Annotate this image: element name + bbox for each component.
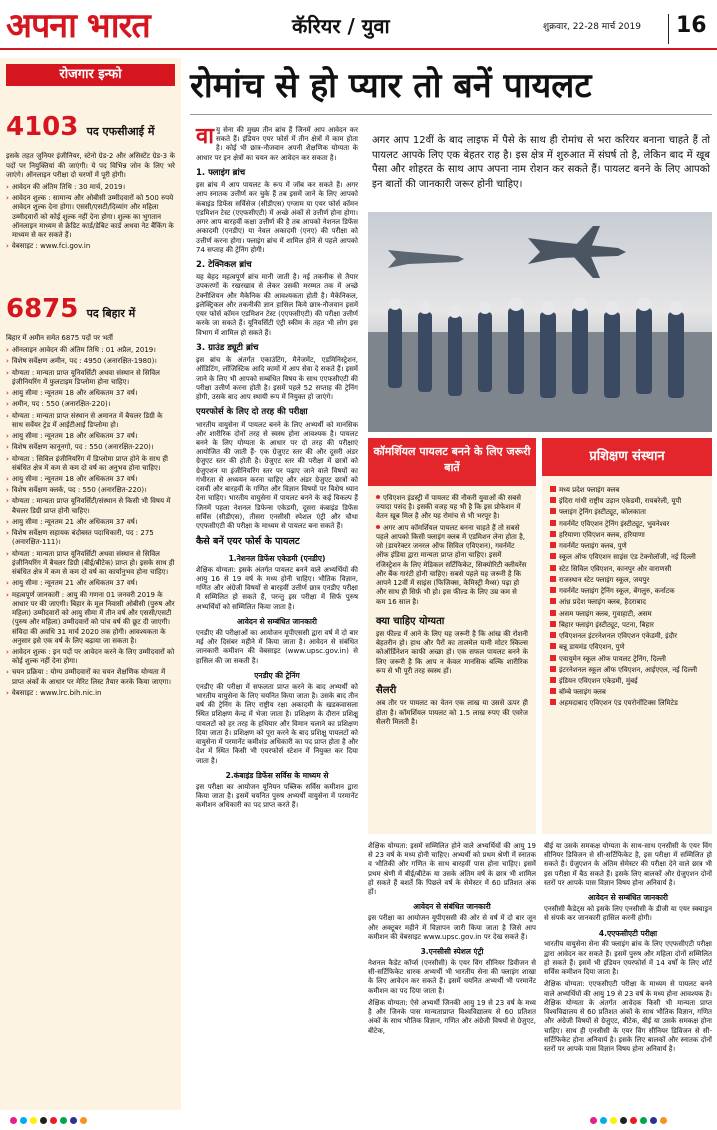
bihar-suffix: पद बिहार में xyxy=(86,306,136,320)
subheading: 3.एनसीसी स्पेशल एंट्री xyxy=(420,947,484,956)
article-intro: अगर आप 12वीं के बाद लाइफ में पैसे के साथ ही रोमांच से भरा करियर बनाना चाहते हैं तो पायलट आपके लिए एक बेहतर राह है। इस क्षेत्र में शुरुआत में संघर्ष तो है, लेकिन बाद में खूब पैसा और शोहरत के साथ आप अपना नाम रोशन कर सकते हैं। पायलट बनने के लिए आपको इन बातों की जानकारी जरूर होनी चाहिए। xyxy=(372,135,710,190)
headline: रोमांच से हो प्यार तो बनें पायलट xyxy=(190,66,592,106)
institute-item: स्कूल ऑफ एविएशन साइंस एंड टेक्नोलॉजी, नई दिल्ली xyxy=(550,553,704,562)
registration-dot xyxy=(630,1117,637,1124)
paragraph: भारतीय वायुसेना सेना की फ्लाइंग ब्रांच के लिए एएफसीएटी परीक्षा द्वारा आवेदन कर सकते हैं। इसमें पुरुष और महिला दोनों सम्मिलित हो सकते हैं। इसमें भी इंडियन एयरफोर्स में 14 वर्षों के लिए शॉर्ट सर्विस कमीशन दिया जाता है। xyxy=(544,940,712,977)
institute-item: इंटरनेशनल स्कूल ऑफ एविएशन, आईएएल, नई दिल्ली xyxy=(550,666,704,675)
bihar-item: › योग्यता : मान्यता प्राप्त यूनिवर्सिटी अथवा संस्थान से सिविल इंजीनियरिंग में फुलटाइम डिप्लोमा होना चाहिए। xyxy=(6,369,175,387)
salary-text: अब तौर पर पायलट का वेतन एक लाख या उससे ऊपर ही होता है। कॉमर्शियल पायलट को 1.5 लाख रुपए की एवरेज सैलरी मिलती है। xyxy=(376,699,528,726)
bihar-item: › ऑनलाइन आवेदन की अंतिम तिथि : 01 अप्रैल, 2019। xyxy=(6,346,175,355)
bihar-item: › योग्यता : मान्यता प्राप्त यूनिवर्सिटी अथवा संस्थान से सिविल इंजीनियरिंग में बैचलर डिग्री (बीई/बीटेक) प्राप्त हो। इसके साथ ही संबंधित क्षेत्र में कम से कम दो वर्ष का कार्यानुभव होना चाहिए। xyxy=(6,550,175,578)
paragraph: एनडीए की परीक्षाओं का आयोजन यूपीएससी द्वारा वर्ष में दो बार मई और दिसंबर महीने में किया जाता है। आवेदन से संबंधित जानकारी कमीशन की वेबसाइट (www.upsc.gov.in) से हासिल की जा सकती है। xyxy=(196,628,358,665)
bihar-item: › विशेष सर्वेक्षण अमीन, पद : 4950 (अनारक्षित-1980)। xyxy=(6,357,175,366)
bihar-item: › महत्वपूर्ण जानकारी : आयु की गणना 01 जनवरी 2019 के आधार पर की जाएगी। बिहार के मूल निवासी ओबीसी (पुरुष और महिला) उम्मीदवारों को आयु सीमा में तीन वर्ष और एससी/एसटी (पुरुष और महिला) उम्मीदवारों को पांच वर्ष की छूट दी जाएगी। संविदा की अवधि 31 मार्च 2020 तक होगी। आवश्यकता के अनुसार इसे एक वर्ष के लिए बढ़ाया जा सकता है। xyxy=(6,591,175,646)
paragraph: शैक्षिक योग्यता: ऐसे अभ्यर्थी जिनकी आयु 19 से 23 वर्ष के मध्य है और जिनके पास मान्यताप्राप्त विश्वविद्यालय से 60 प्रतिशत अंकों के साथ भौतिक विज्ञान, गणित और अंग्रेजी विषयों से ग्रेजुएट, बीटेक, xyxy=(368,998,536,1035)
paragraph: इस परीक्षा का आयोजन यूपीएससी की ओर से वर्ष में दो बार जून और अक्टूबर महीने में विज्ञापन जारी किया जाता है जिसे आप कमीशन की वेबसाइट www.upsc.gov.in पर देख सकते हैं। xyxy=(368,914,536,941)
paragraph: शैक्षिक योग्यता: इसके अंतर्गत पायलट बनने वाले अभ्यर्थियों की आयु 16 से 19 वर्ष के मध्य होनी चाहिए। भौतिक विज्ञान, गणित और अंग्रेजी विषयों से बारहवीं उत्तीर्ण छात्र एनडीए परीक्षा में सम्मिलित हो सकते हैं, परन्तु इस परीक्षा में सिर्फ पुरुष अभ्यर्थियों को सम्मिलित किया जाता है। xyxy=(196,565,358,611)
fci-intro: इसके तहत जुनियर इंजीनियर, स्टेनो ग्रेड-2 और असिस्टेंट ग्रेड-3 के पदों पर नियुक्तियां की जाएंगी। ये पद विभिन्न जोन के लिए भरे जाएंगे। ऑनलाइन परीक्षा दो चरणों में पूरी होगी। xyxy=(6,152,175,179)
brand-logo: अपना भारत xyxy=(6,6,150,46)
paragraph: इस परीक्षा का आयोजन यूनियन पब्लिक सर्विस कमीशन द्वारा किया जाता है। इसमें चयनित पुरुष अभ्यर्थी वायुसेना में परमानेंट कमीशन अधिकारी का पद प्राप्त करते हैं। xyxy=(196,782,358,810)
bihar-item: › योग्यता : मान्यता प्राप्त यूनिवर्सिटी/संस्थान से किसी भी विषय में बैचलर डिग्री प्राप्त होनी चाहिए। xyxy=(6,497,175,515)
paragraph: भारतीय वायुसेना में पायलट बनने के लिए अभ्यर्थी को मानसिक और शारीरिक दोनों तरह से स्वस्थ होना आवश्यक है। पायलट बनने के लिए योग्यता के आधार पर दो तरह की परीक्षाएं आयोजित की जाती हैं- एक ग्रेजुएट स्तर की और दूसरी अंडर ग्रेजुएट स्तर की होती है। ग्रेजुएट स्तर की परीक्षा में छात्रों को ग्रेजुएशन या इंजीनियरिंग स्तर पर पढ़ाए जाने वाले विषयों का गंभीरता से अध्ययन करना चाहिए और अंडर ग्रेजुएट छात्रों को दसवीं और बारहवीं के गणित और विज्ञान विषयों पर विशेष ध्यान देना चाहिए। भारतीय वायुसेना में पायलट बनने के कई विकल्प हैं जिनमें पहला नेशनल डिफेन्स एकेडमी, दूसरा कंबाइंड डिफेंस सर्विस (सीडीएस), तीसरा एनसीसी स्पेशल एंट्री और चौथा एएफसीएटी की परीक्षा के माध्यम से पायलट बना सकते हैं। xyxy=(196,420,358,531)
registration-dot xyxy=(50,1117,57,1124)
bihar-number: 6875 xyxy=(6,293,79,324)
subheading: 1. फ्लाइंग ब्रांच xyxy=(196,167,246,178)
subheading: आवेदन से सम्बंधित जानकारी xyxy=(237,616,317,626)
bihar-intro: बिहार में अमीन समेत 6875 पदों पर भर्ती xyxy=(6,333,113,342)
subheading: 1.नेशनल डिफेंस एकेडमी (एनडीए) xyxy=(228,553,326,563)
institute-item: एवायुमेन स्कूल ऑफ पायलट ट्रेनिंग, दिल्ली xyxy=(550,655,704,664)
subheading: 2. टेक्निकल ब्रांच xyxy=(196,260,252,271)
paragraph: बीई या उसके समकक्ष योग्यता के साथ-साथ एनसीसी के एयर विंग सीनियर डिविजन से सी-सर्टिफिकेट है, इस परीक्षा में सम्मिलित हो सकते हैं। ग्रेजुएशन के अंतिम सेमेस्टर की परीक्षा देने वाले छात्र भी इस परीक्षा में बैठ सकते हैं। इसके लिए बालकों और ग्रेजुएशन दोनों स्तरों पर आपके पास विज्ञान विषय होना अनिवार्य है। xyxy=(544,842,712,887)
registration-dot xyxy=(640,1117,647,1124)
salary-heading: सैलरी xyxy=(376,685,397,697)
registration-dot xyxy=(660,1117,667,1124)
subheading: एनडीए की ट्रेनिंग xyxy=(254,670,300,680)
bihar-item: › चयन प्रक्रिया : योग्य उम्मीदवारों का चयन शैक्षणिक योग्यता में प्राप्त अंकों के आधार पर मेरिट लिस्ट तैयार करके किया जाएगा। xyxy=(6,668,175,686)
paragraph: शैक्षिक योग्यता: इसमें सम्मिलित होने वाले अभ्यर्थियों की आयु 19 से 23 वर्ष के मध्य होनी चाहिए। अभ्यर्थी को प्रथम श्रेणी में स्नातक व भौतिकी और गणित के साथ बारहवीं पास होना चाहिए। इसमें प्रथम श्रेणी में बीई/बीटेक या उसके अंतिम वर्ष के छात्र भी शामिल हो सकते हैं बशर्ते कि पिछले वर्ष के सेमेस्टर में 60 प्रतिशत अंक हों। xyxy=(368,842,536,897)
fci-block xyxy=(0,86,181,252)
registration-dot xyxy=(620,1117,627,1124)
subheading: 3. ग्राउंड ड्यूटी ब्रांच xyxy=(196,342,259,353)
institute-item: हरियाणा एविएशन क्लब, हरियाणा xyxy=(550,531,704,540)
registration-dot xyxy=(600,1117,607,1124)
institute-item: बन्नू डायमंड एविएशन, पुणे xyxy=(550,643,704,652)
institute-item: मध्य प्रदेश फ्लाइंग क्लब xyxy=(550,486,704,495)
registration-dot xyxy=(650,1117,657,1124)
institute-item: इंदिरा गांधी राष्ट्रीय उड़ान एकेडमी, रायबरेली, यूपी xyxy=(550,497,704,506)
article-column-1 xyxy=(196,126,358,813)
bihar-item: › विशेष सर्वेक्षण क्लर्क, पद : 550 (अनारक्षित-220)। xyxy=(6,486,175,495)
institute-item: राजस्थान स्टेट फ्लाइंग स्कूल, जयपुर xyxy=(550,576,704,585)
fci-suffix: पद एफसीआई में xyxy=(86,125,155,138)
registration-dot xyxy=(610,1117,617,1124)
registration-dot xyxy=(70,1117,77,1124)
issue-date: शुक्रवार, 22-28 मार्च 2019 xyxy=(543,22,641,32)
registration-dot xyxy=(20,1117,27,1124)
print-registration-strip xyxy=(0,1113,717,1130)
institute-item: असम फ्लाइंग क्लब, गुवाहाटी, असम xyxy=(550,610,704,619)
commercial-title: कॉमर्शियल पायलट बनने के लिए जरूरी बातें xyxy=(368,438,536,486)
registration-dot xyxy=(30,1117,37,1124)
commercial-bullet: अगर आप कॉमर्शियल पायलट बनना चाहते हैं तो सबसे पहले आपको किसी फ्लाइंग क्लब में एडमिशन लेना होता है, जो (डायरेक्टर जनरल ऑफ सिविल एविएशन), गवर्नमेंट ऑफ इंडिया द्वारा मान्यता प्राप्त होना चाहिए। इसमें रजिस्ट्रेशन के लिए मेडिकल सर्टिफिकेट, सिक्योरिटी क्लीयरेंस और बैंक गारंटी होनी चाहिए। सबसे पहले यह जरूरी है कि आपने 12वीं में साइंस (फिजिक्स, केमिस्ट्री मैथ्स) पढ़ा हो और साथ ही सिर्फ़ भी हो। इस फील्ड के लिए उम्र कम से कम 16 साल है। xyxy=(376,523,527,606)
bihar-item: › विशेष सर्वेक्षण कानूनगो, पद : 550 (अनारक्षित-220)। xyxy=(6,443,175,452)
training-title: प्रशिक्षण संस्थान xyxy=(542,438,712,476)
institute-item: आंध्र प्रदेश फ्लाइंग क्लब, हैदराबाद xyxy=(550,598,704,607)
institute-item: फ्लाइंग ट्रेनिंग इंस्टीट्यूट, कोलकाता xyxy=(550,508,704,517)
section-title: कॅरियर / युवा xyxy=(292,14,390,38)
bihar-item: › आवेदन शुल्क : इन पदों पर आवेदन करने के लिए उम्मीदवारों को कोई शुल्क नहीं देना होगा। xyxy=(6,648,175,666)
subheading: कैसे बनें एयर फोर्स के पायलट xyxy=(196,536,300,548)
airforce-parade-photo xyxy=(368,212,712,432)
article-column-2 xyxy=(368,842,536,1039)
paragraph: शैक्षिक योग्यता: एएफसीएटी परीक्षा के माध्यम से पायलट बनने वाले अभ्यर्थियों की आयु 19 से 23 वर्ष के मध्य होना आवश्यक है। शैक्षिक योग्यता के अंतर्गत आवेदक किसी भी मान्यता प्राप्त विश्वविद्यालय से 60 प्रतिशत अंकों के साथ भौतिक विज्ञान, गणित और अंग्रेजी विषयों से ग्रेजुएट, बीटेक, बीई या उसके समकक्ष होना चाहिए। साथ ही एनसीसी के एयर विंग सीनियर डिविजन से सी-सर्टिफिकेट होना अनिवार्य है। इसके लिए बालकों और स्नातक दोनों स्तरों पर आपके पास विज्ञान विषय होना अनिवार्य है। xyxy=(544,980,712,1053)
color-dots-left xyxy=(10,1117,90,1127)
fighter-jet xyxy=(528,226,626,278)
institute-item: गवर्नमेंट एविएशन ट्रेनिंग इंस्टीट्यूट, भुवनेश्वर xyxy=(550,520,704,529)
paragraph: इस ब्रांच में आप पायलट के रूप में जॉब कर सकते हैं। अगर आप स्नातक उत्तीर्ण कर चुके हैं तब इसमें जाने के लिए आपको कंबाइंड डिफेंस सर्विसेज (सीडीएस) एग्जाम या एयर फोर्स कॉमन एडमिशन टेस्ट (एएफसीएटी) में अच्छे अंकों से उत्तीर्ण होना होगा। अगर आप बारहवीं कक्षा उत्तीर्ण की है तब आपको नेशनल डिफेंस अकादमी (एनडीए) या नेवल अकादमी (एनए) की परीक्षा को उत्तीर्ण करना होगा। फ्लाइंग ब्रांच में शामिल होने से पहले आपको 74 सप्ताह की ट्रेनिंग होगी। xyxy=(196,181,358,254)
fci-website: › वेबसाइट : www.fci.gov.in xyxy=(6,242,175,251)
qualification-heading: क्या चाहिए योग्यता xyxy=(376,615,445,627)
subheading: एयरफोर्स के लिए दो तरह की परीक्षा xyxy=(196,407,308,418)
parade-illustration xyxy=(368,212,712,432)
subheading: आवेदन से संबंधित जानकारी xyxy=(413,902,491,912)
masthead xyxy=(0,0,717,52)
bihar-item: › आयु सीमा : न्यूनतम 21 और अधिकतम 37 वर्ष। xyxy=(6,579,175,588)
article-column-3 xyxy=(544,842,712,1057)
paragraph: यह बेहद महत्वपूर्ण ब्रांच मानी जाती है। नई तकनीक से तैयार उपकरणों के रखरखाव से लेकर उसकी मरम्मत तक में अच्छे टेक्नीशियन और मैकेनिक की आवश्यकता होती है। मैकेनिकल, इलेक्ट्रिकल और तकनीकी ज्ञान हासिल किये छात्र-नौजवान इसमें एयर फोर्स कॉमन एडमिशन टेस्ट (एएफसीएटी) की परीक्षा उत्तीर्ण करके जा सकते हैं। यूनिवर्सिटी एंट्री स्कीम के तहत भी लोग इस विभाग में शामिल हो सकते हैं। xyxy=(196,273,358,337)
registration-dot xyxy=(590,1117,597,1124)
registration-dot xyxy=(40,1117,47,1124)
institute-item: गवर्नमेंट फ्लाइंग क्लब, पुणे xyxy=(550,542,704,551)
jobs-sidebar xyxy=(0,58,181,1110)
page-number: 16 xyxy=(676,13,707,38)
fci-item: › आवेदन की अंतिम तिथि : 30 मार्च, 2019। xyxy=(6,183,175,192)
bihar-item: › आयु सीमा : न्यूनतम 18 और अधिकतम 37 वर्ष। xyxy=(6,475,175,484)
drop-cap: वा xyxy=(196,124,214,149)
institute-item: गवर्नमेंट फ्लाइंग ट्रेनिंग स्कूल, बेंगलुरु, कर्नाटक xyxy=(550,587,704,596)
commercial-bullet: एविएशन इंडस्ट्री में पायलट की नौकरी युवाओं की सबसे ज्यादा पसंद है। इसकी वजह यह भी है कि इस प्रोफेशन में वेतन खूब मिल है और यह रोमांच से भी भरपूर है। xyxy=(376,494,521,521)
institute-item: बॉम्बे फ्लाइंग क्लब xyxy=(550,688,704,697)
bihar-item: › योग्यता : मान्यता प्राप्त संस्थान से अमानत में बैचलर डिग्री के साथ सर्वेयर ट्रेड में आईटीआई डिप्लोमा हो। xyxy=(6,412,175,430)
bihar-item: › योग्यता : सिविल इंजीनियरिंग में डिप्लोमा प्राप्त होने के साथ ही संबंधित क्षेत्र में कम से कम दो वर्ष का अनुभव होना चाहिए। xyxy=(6,455,175,473)
paragraph: एनसीसी कैडेट्स को इसके लिए एनसीसी के डीजी या एयर स्क्वाड्रन से संपर्क कर जानकारी हासिल करनी होगी। xyxy=(544,905,712,923)
bihar-website: › वेबसाइट : www.lrc.bih.nic.in xyxy=(6,689,175,698)
institute-item: बिहार फ्लाइंग इंस्टीट्यूट, पटना, बिहार xyxy=(550,621,704,630)
commercial-pilot-box xyxy=(368,438,536,834)
institute-item: अहमदाबाद एविएशन एंड एयरोनॉटिक्स लिमिटेड xyxy=(550,699,704,708)
paragraph: नेशनल कैडेट कॉर्प्स (एनसीसी) के एयर विंग सीनियर डिवीजन से सी-सर्टिफिकेट धारक अभ्यर्थी भी भारतीय सेना की फ्लाइंग शाखा के लिए आवेदन कर सकते हैं। इसमें चयनित अभ्यर्थी भी परमानेंट कमीशन का पद दिया जाता है। xyxy=(368,958,536,995)
registration-dot xyxy=(80,1117,87,1124)
bihar-item: › आयु सीमा : न्यूनतम 18 और अधिकतम 37 वर्ष। xyxy=(6,432,175,441)
color-dots-right xyxy=(590,1117,670,1127)
institute-item: एविएशनल इंटरनेशनल एविएशन एकेडमी, इंदौर xyxy=(550,632,704,641)
sidebar-title: रोजगार इन्फो xyxy=(6,64,175,86)
bihar-item: › अमीन, पद : 550 (अनारक्षित-220)। xyxy=(6,400,175,409)
subheading: 4.एएफसीएटी परीक्षा xyxy=(598,928,658,938)
subheading: 2.कंबाइंड डिफेंस सर्विस के माध्यम से xyxy=(225,770,329,780)
article-lead: यु सेना की मुख्य तीन ब्रांच हैं जिनमें आप आवेदन कर सकते हैं। इंडियन एयर फोर्स में तीन क्षेत्रों में काम होता है। कोई भी छात्र-नौजवान अपनी शैक्षणिक योग्यता के आधार पर इन क्षेत्रों का चयन कर आवेदन कर सकता है। xyxy=(196,126,358,162)
bihar-item: › आयु सीमा : न्यूनतम 21 और अधिकतम 37 वर्ष। xyxy=(6,518,175,527)
bihar-block xyxy=(0,254,181,699)
paragraph: एनडीए की परीक्षा में सफलता प्राप्त करने के बाद अभ्यर्थी को भारतीय वायुसेना के लिए चयनित किया जाता है। उसके बाद तीन वर्ष की ट्रेनिंग के लिए राष्ट्रीय रक्षा अकादमी के खडकवासला स्थित प्रशिक्षण केन्द्र में भेजा जाता है। प्रशिक्षण के दौरान प्रशिक्षु पायलटों को हर तरह के हथियार और विमान चलाने का प्रशिक्षण दिया जाता है। प्रशिक्षण को पूरा करने के बाद प्रशिक्षु पायलटों को वायुसेना में परमानेंट कमीशंड अधिकारी का पद प्राप्त होता है और देश में स्थित किसी भी एयरफोर्स स्टेशन में नियुक्त कर दिया जाता है। xyxy=(196,682,358,765)
training-institutes-box xyxy=(542,438,712,834)
subheading: आवेदन से सम्बंधित जानकारी xyxy=(588,893,668,903)
institute-item: स्टेट सिविल एविएशन, कानपुर और वाराणसी xyxy=(550,565,704,574)
paragraph: इस ब्रांच के अंतर्गत एकाउंटिंग, मैनेजमेंट, एडमिनिस्ट्रेशन, ऑडिटिंग, लॉजिस्टिक आदि कामों में आप सेवा दे सकते हैं। इसमें जाने के लिए भी आपको सम्बंधित विषय के साथ एएफसीएटी की परीक्षा उत्तीर्ण करना होती है। इसमें पहले 52 सप्ताह की ट्रेनिंग होगी, उसके बाद आप स्थायी रूप में नियुक्त हो जाएंगे। xyxy=(196,356,358,402)
fci-number: 4103 xyxy=(6,112,79,142)
fci-item: › आवेदन शुल्क : सामान्य और ओबीसी उम्मीदवारों को 500 रुपये आवेदन शुल्क देना होगा। एससी/एसटी/दिव्यांग और महिला उम्मीदवारों को कोई शुल्क नहीं देना होगा। शुल्क का भुगतान ऑनलाइन माध्यम से क्रेडिट कार्ड/डेबिट कार्ड अथवा नेट बैंकिंग के माध्यम से कर सकते हैं। xyxy=(6,194,175,240)
registration-dot xyxy=(60,1117,67,1124)
bihar-item: › आयु सीमा : न्यूनतम 18 और अधिकतम 37 वर्ष। xyxy=(6,389,175,398)
institute-item: इंडियन एविएशन एकेडमी, मुंबई xyxy=(550,677,704,686)
fighter-jet-2 xyxy=(388,250,464,268)
qualification-text: इस फील्ड में आने के लिए यह जरूरी है कि आंख की रोशनी बेहतरीन हो। हाथ और पैरों का तालमेल यानी मोटर स्किल्स कोऑर्डिनेशन काफी अच्छा हो। एक सफल पायलट बनने के लिए जरूरी है कि आप न केवल मानसिक बल्कि शारीरिक रूप से भी पूरी तरह स्वस्थ हों। xyxy=(376,630,528,675)
bihar-item: › विशेष सर्वेक्षण सहायक बंदोबस्त पदाधिकारी, पद : 275 (अनारक्षित-111)। xyxy=(6,529,175,547)
registration-dot xyxy=(10,1117,17,1124)
